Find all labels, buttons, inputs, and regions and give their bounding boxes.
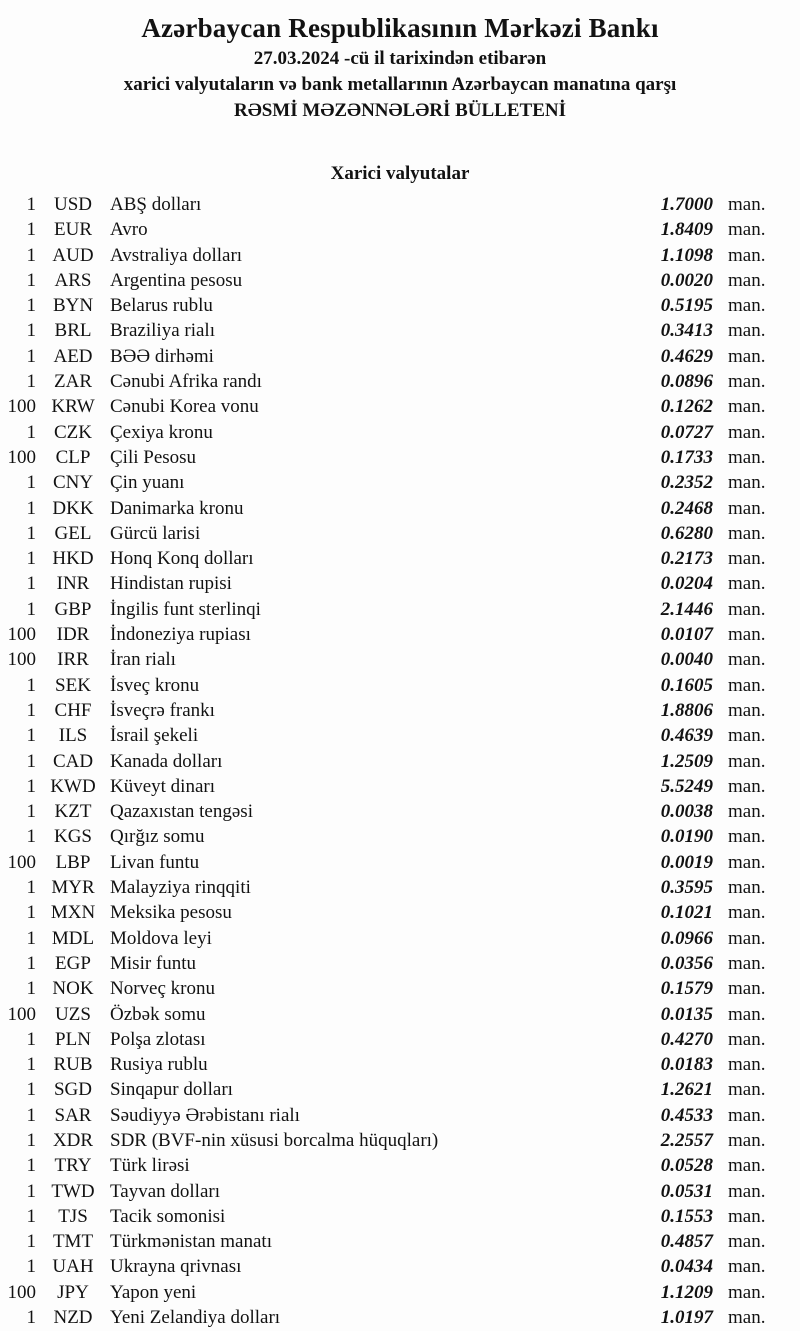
rate-value: 0.4639 [660, 725, 713, 747]
currency-name: Malayziya rinqqiti [110, 877, 251, 899]
currency-code: BYN [52, 295, 94, 317]
rate-value: 0.0040 [660, 649, 713, 671]
rate-value: 0.1579 [660, 978, 713, 1000]
nominal-value: 1 [26, 725, 36, 747]
currency-name: Özbək somu [110, 1003, 206, 1025]
rate-row [0, 1128, 772, 1153]
rate-value: 0.0183 [660, 1054, 713, 1076]
currency-code: GEL [54, 522, 92, 544]
rate-row [0, 647, 772, 672]
nominal-value: 1 [26, 674, 36, 696]
nominal-value: 1 [26, 1180, 36, 1202]
nominal-value: 1 [26, 1054, 36, 1076]
currency-name: Tayvan dolları [110, 1180, 220, 1202]
rate-row [0, 774, 772, 799]
unit-label: man. [728, 1281, 766, 1303]
nominal-value: 1 [26, 269, 36, 291]
nominal-value: 100 [7, 1281, 36, 1303]
nominal-value: 1 [26, 548, 36, 570]
nominal-value: 1 [26, 371, 36, 393]
nominal-value: 1 [26, 775, 36, 797]
rate-row [0, 850, 772, 875]
rate-row [0, 1254, 772, 1279]
currency-name: Cənubi Korea vonu [110, 396, 259, 418]
currency-name: Cənubi Afrika randı [110, 371, 262, 393]
unit-label: man. [728, 396, 766, 418]
currency-code: CAD [52, 750, 94, 772]
nominal-value: 1 [26, 1307, 36, 1329]
currency-name: ABŞ dolları [110, 194, 202, 215]
nominal-value: 1 [26, 1256, 36, 1278]
rate-value: 1.2621 [660, 1079, 713, 1101]
unit-label: man. [728, 573, 766, 595]
nominal-value: 1 [26, 826, 36, 848]
rate-row [0, 673, 772, 698]
currency-name: Gürcü larisi [110, 522, 201, 544]
rate-value: 0.0107 [660, 624, 713, 646]
currency-code: CLP [55, 446, 91, 468]
nominal-value: 100 [7, 649, 36, 671]
rate-row [0, 1052, 772, 1077]
unit-label: man. [728, 1205, 766, 1227]
currency-name: Türkmənistan manatı [110, 1231, 272, 1253]
unit-label: man. [728, 1079, 766, 1101]
rate-row [0, 900, 772, 925]
nominal-value: 1 [26, 345, 36, 367]
currency-name: Ukrayna qrivnası [110, 1256, 242, 1278]
currency-code: TMT [52, 1231, 94, 1253]
currency-code: HKD [52, 548, 94, 570]
nominal-value: 1 [26, 194, 36, 215]
currency-name: SDR (BVF-nin xüsusi borcalma hüquqları) [110, 1129, 439, 1151]
currency-name: Yeni Zelandiya dolları [110, 1307, 281, 1329]
rate-value: 0.0727 [660, 421, 713, 443]
rate-row [0, 875, 772, 900]
currency-code: CHF [54, 699, 92, 721]
currency-code: JPY [57, 1281, 89, 1303]
rate-value: 0.4629 [660, 345, 713, 367]
unit-label: man. [728, 295, 766, 317]
nominal-value: 100 [7, 851, 36, 873]
currency-name: İsveçrə frankı [110, 699, 215, 721]
currency-code: KWD [50, 775, 96, 797]
rate-row [0, 1077, 772, 1102]
rate-value: 2.2557 [660, 1129, 713, 1151]
currency-code: SAR [54, 1104, 92, 1126]
bulletin-title: RƏSMİ MƏZƏNNƏLƏRİ BÜLLETENİ [233, 100, 566, 121]
rate-row [0, 217, 772, 242]
currency-name: Avro [110, 219, 148, 241]
unit-label: man. [728, 371, 766, 393]
currency-code: RUB [53, 1054, 93, 1076]
rate-value: 0.0966 [660, 927, 713, 949]
unit-label: man. [728, 801, 766, 823]
rate-row [0, 394, 772, 419]
rate-row [0, 243, 772, 268]
rate-row [0, 192, 772, 217]
rate-row [0, 1204, 772, 1229]
rate-row [0, 521, 772, 546]
nominal-value: 100 [7, 624, 36, 646]
unit-label: man. [728, 877, 766, 899]
rate-row [0, 824, 772, 849]
nominal-value: 1 [26, 497, 36, 519]
unit-label: man. [728, 1155, 766, 1177]
rate-row [0, 1179, 772, 1204]
currency-name: Türk lirəsi [110, 1155, 190, 1177]
rate-value: 1.1209 [660, 1281, 713, 1303]
rate-value: 0.0896 [660, 371, 713, 393]
rate-row [0, 470, 772, 495]
rate-value: 1.8409 [660, 219, 713, 241]
rate-value: 0.4857 [660, 1231, 713, 1253]
nominal-value: 1 [26, 1231, 36, 1253]
currency-name: Çili Pesosu [110, 446, 197, 468]
nominal-value: 100 [7, 1003, 36, 1025]
rate-value: 0.1262 [660, 396, 713, 418]
currency-code: CZK [54, 421, 92, 443]
unit-label: man. [728, 1180, 766, 1202]
rate-row [0, 1280, 772, 1305]
currency-name: Braziliya rialı [110, 320, 215, 342]
rate-row [0, 951, 772, 976]
currency-name: Misir funtu [110, 952, 197, 974]
nominal-value: 1 [26, 902, 36, 924]
currency-code: KZT [54, 801, 92, 823]
currency-code: AED [53, 345, 93, 367]
nominal-value: 1 [26, 1104, 36, 1126]
currency-name: Belarus rublu [110, 295, 213, 317]
unit-label: man. [728, 194, 766, 215]
nominal-value: 1 [26, 699, 36, 721]
rate-row [0, 723, 772, 748]
unit-label: man. [728, 421, 766, 443]
rate-row [0, 268, 772, 293]
rate-row [0, 749, 772, 774]
rate-row [0, 293, 772, 318]
currency-code: KRW [51, 396, 95, 418]
rate-value: 0.0135 [660, 1003, 713, 1025]
rate-value: 0.0356 [660, 952, 713, 974]
currency-name: Moldova leyi [110, 927, 212, 949]
rate-value: 0.6280 [660, 522, 713, 544]
currency-name: Meksika pesosu [110, 902, 232, 924]
rate-value: 0.0531 [660, 1180, 713, 1202]
currency-code: EGP [55, 952, 91, 974]
rate-row [0, 622, 772, 647]
currency-name: İndoneziya rupiası [110, 624, 251, 646]
nominal-value: 1 [26, 320, 36, 342]
rate-row [0, 976, 772, 1001]
rate-value: 1.2509 [660, 750, 713, 772]
unit-label: man. [728, 826, 766, 848]
rate-row [0, 1027, 772, 1052]
currency-code: NZD [53, 1307, 93, 1329]
nominal-value: 1 [26, 522, 36, 544]
rate-row [0, 571, 772, 596]
rate-value: 0.1553 [660, 1205, 713, 1227]
nominal-value: 1 [26, 472, 36, 494]
nominal-value: 1 [26, 295, 36, 317]
currency-name: Çin yuanı [110, 472, 185, 494]
currency-code: TJS [58, 1205, 88, 1227]
rate-value: 0.4270 [660, 1028, 713, 1050]
rate-row [0, 369, 772, 394]
currency-name: Tacik somonisi [110, 1205, 226, 1227]
currency-code: IDR [56, 624, 90, 646]
unit-label: man. [728, 472, 766, 494]
currency-code: EUR [54, 219, 92, 241]
currency-code: MYR [51, 877, 95, 899]
currency-name: Qırğız somu [110, 826, 205, 848]
nominal-value: 1 [26, 244, 36, 266]
unit-label: man. [728, 1129, 766, 1151]
currency-code: INR [56, 573, 90, 595]
unit-label: man. [728, 851, 766, 873]
unit-label: man. [728, 497, 766, 519]
rate-row [0, 420, 772, 445]
nominal-value: 1 [26, 1155, 36, 1177]
unit-label: man. [728, 1104, 766, 1126]
currency-code: SGD [53, 1079, 92, 1101]
currency-code: DKK [52, 497, 94, 519]
unit-label: man. [728, 978, 766, 1000]
currency-name: İsrail şekeli [110, 725, 199, 747]
currency-name: Kanada dolları [110, 750, 223, 772]
currency-code: TRY [54, 1155, 92, 1177]
rate-value: 0.2352 [660, 472, 713, 494]
rate-value: 0.0038 [660, 801, 713, 823]
rate-row [0, 698, 772, 723]
currency-name: Avstraliya dolları [110, 244, 243, 266]
currency-name: Qazaxıstan tengəsi [110, 801, 253, 823]
currency-code: MDL [51, 927, 95, 949]
rate-value: 0.1021 [660, 902, 713, 924]
unit-label: man. [728, 548, 766, 570]
currency-code: TWD [51, 1180, 95, 1202]
nominal-value: 1 [26, 750, 36, 772]
unit-label: man. [728, 674, 766, 696]
effective-date-line: 27.03.2024 -cü il tarixindən etibarən [253, 48, 547, 69]
unit-label: man. [728, 1003, 766, 1025]
subtitle-line: xarici valyutaların və bank metallarının Azərbaycan manatına qarşı [123, 74, 677, 95]
currency-name: Norveç kronu [110, 978, 215, 1000]
currency-name: Küveyt dinarı [110, 775, 216, 797]
rate-row [0, 597, 772, 622]
unit-label: man. [728, 522, 766, 544]
nominal-value: 1 [26, 952, 36, 974]
currency-name: İsveç kronu [110, 674, 200, 696]
rates-table [0, 192, 800, 1330]
nominal-value: 100 [7, 446, 36, 468]
currency-code: IRR [57, 649, 89, 671]
currency-name: İran rialı [110, 649, 176, 671]
rate-value: 1.1098 [660, 244, 713, 266]
unit-label: man. [728, 1256, 766, 1278]
rate-value: 2.1446 [660, 598, 713, 620]
currency-code: NOK [52, 978, 94, 1000]
rate-value: 0.5195 [660, 295, 713, 317]
currency-name: Argentina pesosu [110, 269, 243, 291]
currency-code: PLN [55, 1028, 91, 1050]
nominal-value: 1 [26, 1205, 36, 1227]
rate-value: 1.8806 [660, 699, 713, 721]
nominal-value: 100 [7, 396, 36, 418]
nominal-value: 1 [26, 801, 36, 823]
rate-row [0, 1229, 772, 1254]
unit-label: man. [728, 269, 766, 291]
currency-name: Sinqapur dolları [110, 1079, 233, 1101]
unit-label: man. [728, 446, 766, 468]
nominal-value: 1 [26, 927, 36, 949]
currency-code: ZAR [54, 371, 92, 393]
currency-name: Səudiyyə Ərəbistanı rialı [110, 1104, 300, 1126]
rate-row [0, 546, 772, 571]
currency-name: Yapon yeni [110, 1281, 197, 1303]
unit-label: man. [728, 775, 766, 797]
rate-value: 1.0197 [660, 1307, 713, 1329]
rate-value: 5.5249 [660, 775, 713, 797]
rate-value: 0.1605 [660, 674, 713, 696]
currency-code: XDR [52, 1129, 94, 1151]
rate-row [0, 496, 772, 521]
currency-code: UZS [55, 1003, 91, 1025]
rate-value: 0.2468 [660, 497, 713, 519]
unit-label: man. [728, 345, 766, 367]
nominal-value: 1 [26, 573, 36, 595]
currency-code: USD [53, 194, 92, 215]
bank-title: Azərbaycan Respublikasının Mərkəzi Bankı [141, 13, 659, 43]
currency-code: KGS [53, 826, 92, 848]
nominal-value: 1 [26, 421, 36, 443]
unit-label: man. [728, 927, 766, 949]
currency-code: ARS [54, 269, 92, 291]
currency-name: Çexiya kronu [110, 421, 213, 443]
rate-value: 0.0528 [660, 1155, 713, 1177]
rate-value: 0.4533 [660, 1104, 713, 1126]
currency-code: GBP [54, 598, 92, 620]
unit-label: man. [728, 320, 766, 342]
currency-code: SEK [55, 674, 91, 696]
currency-name: Polşa zlotası [110, 1028, 206, 1050]
currency-code: LBP [55, 851, 91, 873]
currency-code: MXN [50, 902, 96, 924]
unit-label: man. [728, 624, 766, 646]
nominal-value: 1 [26, 1028, 36, 1050]
nominal-value: 1 [26, 1079, 36, 1101]
currency-name: Rusiya rublu [110, 1054, 208, 1076]
nominal-value: 1 [26, 877, 36, 899]
rate-value: 0.0020 [660, 269, 713, 291]
currency-code: AUD [52, 244, 94, 266]
currency-name: Livan funtu [110, 851, 200, 873]
unit-label: man. [728, 598, 766, 620]
rate-value: 1.7000 [660, 194, 713, 215]
rate-row [0, 1305, 772, 1330]
rate-value: 0.0019 [660, 851, 713, 873]
section-title-foreign-currencies: Xarici valyutalar [330, 163, 470, 184]
currency-code: UAH [52, 1256, 94, 1278]
unit-label: man. [728, 725, 766, 747]
nominal-value: 1 [26, 978, 36, 1000]
unit-label: man. [728, 1054, 766, 1076]
unit-label: man. [728, 1231, 766, 1253]
unit-label: man. [728, 902, 766, 924]
currency-name: BƏƏ dirhəmi [110, 345, 214, 367]
rate-value: 0.0190 [660, 826, 713, 848]
unit-label: man. [728, 1028, 766, 1050]
unit-label: man. [728, 219, 766, 241]
currency-name: Danimarka kronu [110, 497, 244, 519]
nominal-value: 1 [26, 598, 36, 620]
currency-name: Honq Konq dolları [110, 548, 254, 570]
rate-value: 0.1733 [660, 446, 713, 468]
nominal-value: 1 [26, 1129, 36, 1151]
rate-value: 0.0434 [660, 1256, 713, 1278]
rate-row [0, 344, 772, 369]
currency-code: ILS [58, 725, 88, 747]
rate-row [0, 1153, 772, 1178]
rate-row [0, 799, 772, 824]
rate-value: 0.2173 [660, 548, 713, 570]
rate-value: 0.3595 [660, 877, 713, 899]
rate-row [0, 926, 772, 951]
nominal-value: 1 [26, 219, 36, 241]
unit-label: man. [728, 1307, 766, 1329]
rate-row [0, 1103, 772, 1128]
currency-name: İngilis funt sterlinqi [110, 598, 261, 620]
currency-code: CNY [52, 472, 94, 494]
rate-value: 0.0204 [660, 573, 713, 595]
rate-value: 0.3413 [660, 320, 713, 342]
currency-name: Hindistan rupisi [110, 573, 232, 595]
unit-label: man. [728, 699, 766, 721]
rate-row [0, 445, 772, 470]
unit-label: man. [728, 750, 766, 772]
unit-label: man. [728, 649, 766, 671]
unit-label: man. [728, 952, 766, 974]
rate-row [0, 1002, 772, 1027]
rate-row [0, 318, 772, 343]
unit-label: man. [728, 244, 766, 266]
currency-code: BRL [54, 320, 92, 342]
